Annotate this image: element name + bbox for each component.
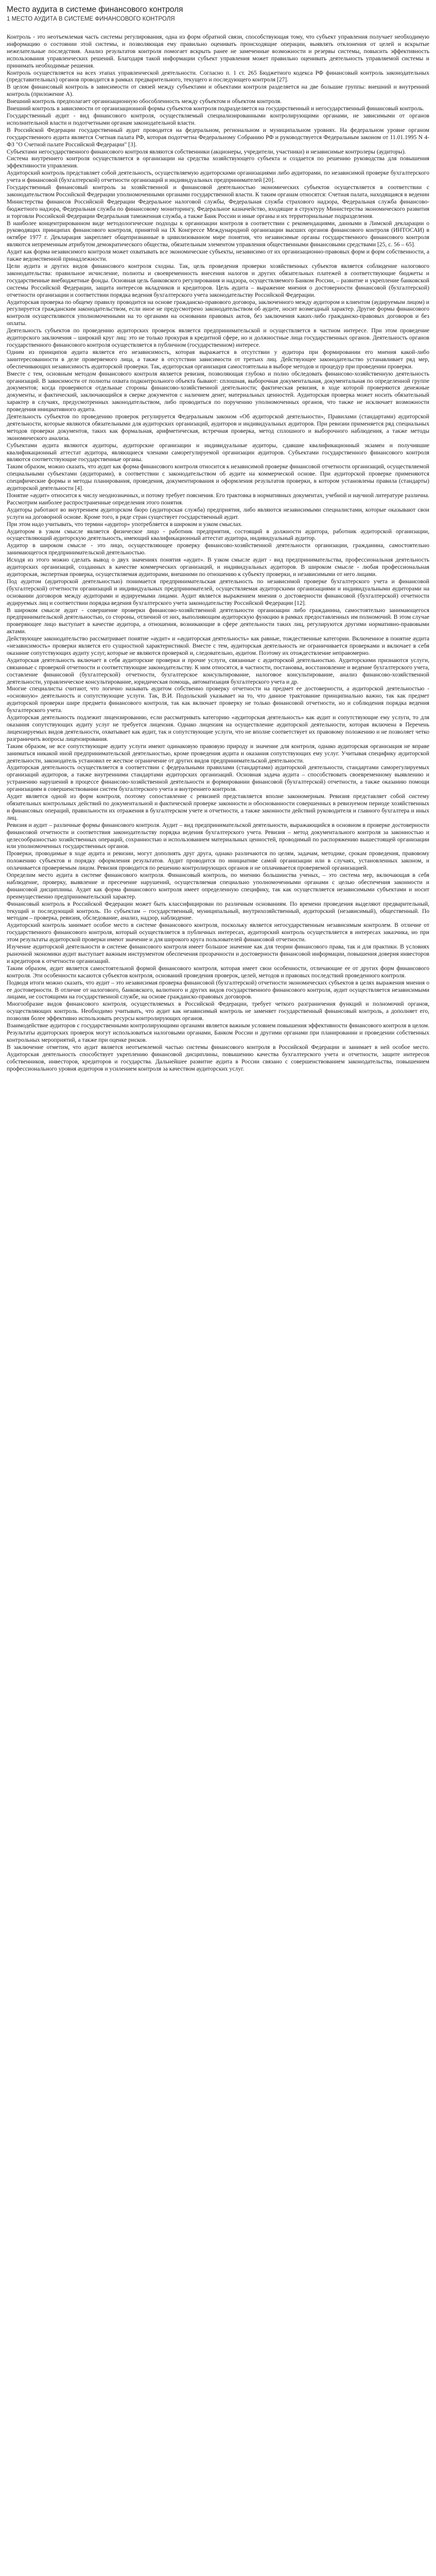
body-paragraph: Исходя из этого можно сделать вывод о двух значениях понятия «аудит». В узком смысле аудит - вид предпринимательства, профессиональная деятельность аудиторских организаций, созданных в качестве коммерческих организаций, и индивидуальных аудиторов. В широком смысле - любая профессиональная аудиторская, экспертная проверка, осуществляемая аудиторами, внешними по отношению к субъекту проверки, и независимыми от него лицами. (7, 556, 429, 578)
body-paragraph: Субъектами аудита являются аудиторы, аудиторские организации и индивидуальные аудиторы, сдавшие квалификационный экзамен и получившие квалификационный аттестат аудитора, являющиеся членами саморегулируемой организации аудиторов. Субъектами государственного финансового контроля являются соответствующие государственные органы. (7, 442, 429, 463)
body-paragraph: Аудит как форма независимого контроля может охватывать все экономические субъекты, независимо от их организационно-правовых форм и форм собственности, а также ведомственной принадлежности. (7, 248, 429, 263)
body-paragraph: В целом финансовый контроль в зависимости от связей между субъектами и объектами контроля разделяется на две большие группы: внешний и внутренний контроль (приложение А). (7, 83, 429, 98)
body-paragraph: Аудиторский контроль занимает особое место в системе финансового контроля, поскольку является негосударственным независимым контролем. В отличие от государственного финансового контроля, который осуществляется в публичных интересах, аудиторский контроль осуществляется в интересах заказчика, но при этом результаты аудиторской проверки имеют значение и для широкого круга пользователей финансовой отчетности. (7, 922, 429, 943)
body-paragraph: Внешний контроль предполагает организационную обособленность между субъектом и объектом контроля. (7, 98, 282, 105)
body-paragraph: В наиболее концентрированном виде методологические подходы к организации контроля в соответствии с рекомендациями, данными в Лимской декларации о руководящих принципах финансового контроля, принятой на IX Конгрессе Международной организации высших органов финансового контроля (ИНТОСАИ) в октябре 1977 г. Декларация закрепляет общепризнанные в цивилизованном мире понятия, что независимые органы государственного финансового контроля являются непременным атрибутом демократического общества, обязательным элементом управления общественными финансовыми средствами [25, с. 56 – 65]. (7, 219, 429, 248)
body-paragraph: Контроль - это неотъемлемая часть системы регулирования, одна из форм обратной связи, способствующая тому, что субъект управления получает необходимую информацию о состоянии этой системы, и позволяющая ему правильно оценивать происходящие операции, выявлять отклонения от целей и вскрытые нежелательные последствия. Анализ результатов контроля помогает вскрыть ранее не замеченные возможности и резервы системы, повысить эффективность использования управленческих решений. Благодаря такой информации субъект управления может правильно оценивать деятельность управляемой системы и принимать необходимые решения. (7, 33, 429, 69)
body-paragraph: Аудиторская деятельность осуществляется в соответствии с федеральными правилами (стандартами) аудиторской деятельности, стандартами саморегулируемых организаций аудиторов, а также внутренними стандартами аудиторских организаций. Основная задача аудита – способствовать своевременному выявлению и устранению нарушений в процессе финансово-хозяйственной деятельности и формировании финансовой (бухгалтерской) отчетности, а также оказанию помощи организациям в совершенствовании систем бухгалтерского учета и внутреннего контроля. (7, 764, 429, 793)
body-paragraph: Понятие «аудит» относится к числу неоднозначных, и потому требует пояснения. Его трактовка в нормативных документах, учебной и научной литературе различна. Рассмотрим наиболее распространенные определения этого понятия. (7, 492, 429, 506)
body-paragraph: Подводя итоги можно сказать, что аудит – это независимая проверка финансовой (бухгалтерской) отчетности экономических субъектов в целях выражения мнения о ее достоверности. В отличие от налогового, банковского, валютного и других видов государственного финансового контроля, аудит осуществляется независимыми лицами, не состоящими на государственной службе, на основе гражданско-правовых договоров. (7, 979, 429, 1001)
body-paragraph: Внешний контроль в зависимости от организационной формы субъектов контроля подразделяется на государственный и негосударственный финансовый контроль. (7, 105, 425, 112)
body-paragraph: Одним из принципов аудита является его независимость, которая выражается в отсутствии у аудитора при формировании его мнения какой-либо заинтересованности в деле проверяемого лица, а также в отсутствии зависимости от третьих лиц. Действующее законодательство устанавливает ряд мер, обеспечивающих независимость аудиторской проверки. Так, аудиторская организация самостоятельна в выборе методов и процедур при проведении проверки. (7, 348, 429, 370)
body-paragraph: Вместе с тем, основным методом финансового контроля является ревизия, позволяющая глубоко и полно обследовать финансово-хозяйственную деятельность организаций. В зависимости от полноты охвата подконтрольного объекта бывают: сплошная, выборочная документальная, документальная по определенной группе документов; когда проверяются отдельные стороны финансово-хозяйственной деятельности; фактическая ревизия, в ходе которой проверяются денежные документы, и фактический, заключающийся в сверке документов с наличием денег, материальных ценностей. Аудиторская проверка может носить обязательный характер в случаях, предусмотренных законодательством, либо проводиться по поручению уполномоченных органов, что также не исключает возможности проведения инициативного аудита. (7, 370, 429, 413)
body-paragraph: Финансовый контроль в Российской Федерации может быть классифицирован по различным основаниям. По времени проведения выделяют предварительный, текущий и последующий контроль. По субъектам – государственный, муниципальный, внутрихозяйственный, аудиторский (независимый), общественный. По методам – проверка, ревизия, обследование, анализ, надзор, наблюдение. (7, 900, 429, 922)
body-paragraph: Государственный финансовый контроль за хозяйственной и финансовой деятельностью экономических субъектов осуществляется в соответствии с законодательством Российской Федерации уполномоченными органами государственной власти. К таким органам относятся: Счетная палата, находящаяся в ведении Министерства финансов Российской Федерации Федеральное налоговой службы, Федеральная служба страхового надзора, Федеральная служба финансово-бюджетного надзора, Федеральная служба по финансовому мониторингу, Федеральное казначейство, входящие в структуру Министерства экономического развития и торговли Российской Федерации Федеральная таможенная служба, а также Банк России и иные органы и их территориальные подразделения. (7, 184, 429, 219)
section-heading: 1 МЕСТО АУДИТА В СИСТЕМЕ ФИНАНСОВОГО КОНТРОЛЯ (7, 16, 175, 22)
body-paragraph: Аудиторская деятельность подлежит лицензированию, если рассматривать категорию «аудиторская деятельность» как аудит и сопутствующие ему услуги, то для оказания сопутствующих аудиту услуг не требуется лицензия. Однако лицензия на осуществление аудиторской деятельности, которая включена в Перечень лицензируемых видов деятельности, охватывает как аудит, так и сопутствующие услуги, что не вполне соответствует их правовому положению и не позволяет четко разграничить вопросы лицензирования. (7, 714, 429, 742)
body-paragraph: Под аудитом (аудиторской деятельностью) понимается предпринимательская деятельность по независимой проверке бухгалтерского учета и финансовой (бухгалтерской) отчетности организаций и индивидуальных предпринимателей, осуществляемая аудиторскими организациями и индивидуальными аудиторами на основании договоров между аудиторами и аудируемыми лицами. Аудит является выражением мнения о достоверности финансовой (бухгалтерской) отчетности аудируемых лиц и соответствии порядка ведения бухгалтерского учета законодательству Российской Федерации [12]. (7, 578, 429, 606)
body-paragraph: Проверки, проводимые в ходе аудита и ревизии, могут дополнять друг друга, однако различаются по целям, задачам, методике, срокам проведения, правовому положению субъектов и порядку оформления результатов. Аудит проводится по инициативе самой организации или в случаях, установленных законом, и оплачивается проверяемым лицом. Ревизия проводится по решению контролирующих органов и не оплачивается проверяемой организацией. (7, 850, 429, 872)
body-paragraph: Таким образом, аудит является самостоятельной формой финансового контроля, которая имеет свои особенности, отличающие ее от других форм финансового контроля. Эти особенности касаются субъектов контроля, оснований проведения проверок, целей, методов и правовых последствий проведенного контроля. (7, 964, 429, 979)
document-body (7, 33, 429, 1072)
body-paragraph: Ревизия и аудит – различные формы финансового контроля. Аудит – вид предпринимательской деятельности, выражающийся в основном в проверке достоверности финансовой отчетности и соответствия законодательству порядка ведения бухгалтерского учета. Ревизия – метод документального контроля за законностью и целесообразностью хозяйственных операций, сохранностью и использованием материальных ценностей, проводимый по распоряжению вышестоящей организации или уполномоченных государственных органов. (7, 821, 429, 850)
body-paragraph: Деятельность субъектов по проведению аудиторских проверок является предпринимательской и осуществляется в частном интересе. При этом проведение аудиторского заключения – широкий круг лиц: это не только прокурая в кредитной сфере, но и должностные лица государственных органов. Деятельность органов государственного финансового контроля осуществляется в публичном (государственном) интересе. (7, 327, 429, 348)
body-paragraph: Аудитор в широком смысле - это лицо, осуществляющее проверку финансово-хозяйственной деятельности организации, гражданина, самостоятельно занимающегося предпринимательской деятельностью. (7, 542, 429, 556)
body-paragraph: Аудит является одной из форм контроля, поэтому сопоставление с ревизией представляется вполне закономерным. Ревизия представляет собой систему обязательных контрольных действий по документальной и фактической проверке законности и обоснованности совершенных в ревизуемом периоде хозяйственных и финансовых операций, правильности их отражения в бухгалтерском учете и отчетности, а также законности действий руководителя и главного бухгалтера и иных лиц. (7, 793, 429, 821)
body-paragraph: Многие специалисты считают, что логично называть аудитом собственно проверку отчетности на предмет ее достоверности, а аудиторской деятельностью - «основную» деятельность и сопутствующие услуги. Так, В.И. Подольский указывает на то, что данное трактование принципиально важно, так как предмет аудиторской проверки шире предмета финансового контроля, так как включает проверку не только финансовой отчетности, но и соблюдения порядка ведения бухгалтерского учета. (7, 685, 429, 714)
body-paragraph: Действующее законодательство рассматривает понятие «аудит» и «аудиторская деятельность» как равные, тождественные категории. Включенное в понятие аудита «независимость» проверки является его сущностной характеристикой. Вместе с тем, аудиторская деятельность не ограничивается проверками и включает в себя оказание сопутствующих аудиту услуг, которые не являются проверкой и, следовательно, аудитом. Поэтому их отождествление неправомерно. (7, 635, 429, 656)
body-paragraph: В Российской Федерации государственный аудит проводится на федеральном, региональном и муниципальном уровнях. На федеральном уровне органом государственного аудита является Счетная палата РФ, которая подотчетна Федеральному Собранию РФ и руководствуется Федеральным законом от 11.01.1995 N 4-ФЗ "О Счетной палате Российской Федерации" [3]. (7, 126, 429, 148)
body-paragraph: Изучение аудиторской деятельности в системе финансового контроля имеет большое значение как для теории финансового права, так и для практики. В условиях рыночной экономики аудит выступает важным инструментом обеспечения прозрачности и достоверности финансовой информации, повышения доверия инвесторов и кредиторов к отчетности организаций. (7, 943, 429, 964)
body-paragraph: Деятельность субъектов по проведению проверок регулируется Федеральным законом «Об аудиторской деятельности», Правилами (стандартами) аудиторской деятельности, которые являются обязательными для аудиторских организаций, аудиторов и индивидуальных аудиторов. При ревизии применяется ряд специальных методов проверки документов, таких как формальная, арифметическая, встречная проверка, метод сплошного и выборочного наблюдения, а также методы экономического анализа. (7, 413, 429, 442)
body-paragraph: Цели аудита и других видов финансового контроля сходны. Так, цель проведения проверки хозяйственных субъектов является соблюдение налогового законодательства: правильное исчисление, полноты и своевременность внесения налогов и других обязательных платежей в соответствующие бюджеты и государственные внебюджетные фонды. Основная цель банковского регулирования и надзора, осуществляемого Банком России, – развитие и укрепление банковской системы Российской Федерации, защита интересов вкладчиков и кредиторов. Цель аудита – выражение мнения о достоверности финансовой (бухгалтерской) отчетности организации и соответствии порядка ведения бухгалтерского учета законодательству Российской Федерации. (7, 263, 429, 298)
body-paragraph: Аудиторская деятельность включает в себя аудиторские проверки и прочие услуги, связанные с аудиторской деятельностью. Аудиторскими признаются услуги, связанные с проверкой отчетности и соответствующие законодательству. К ним относятся, в частности, постановка, восстановление и ведение бухгалтерского учета, составление финансовой (бухгалтерской) отчетности, бухгалтерское консультирование, налоговое консультирование, анализ финансово-хозяйственной деятельности, управленческое консультирование, юридическая помощь, автоматизация бухгалтерского учета и др. (7, 656, 429, 685)
body-paragraph: Аудиторская проверка по общему правилу проводится на основе гражданско-правового договора, заключенного между аудитором и клиентом (аудируемым лицом) и регулируется гражданским законодательством, если иное не предусмотрено законодательством об аудите, носит возмездный характер. Другие формы финансового контроля осуществляются уполномоченными на то органами на основании правовых актов, без заключения каких-либо гражданско-правовых договоров и без оплаты. (7, 298, 429, 327)
body-paragraph: Государственный аудит - вид финансового контроля, осуществляемый специализированными контролирующими органами, не зависимыми от органов исполнительной власти и подотчетными органам законодательной власти. (7, 112, 429, 126)
body-paragraph: Таким образом, можно сказать, что аудит как форма финансового контроля относится к независимой проверке финансовой отчетности организаций, осуществляемой специальными субъектами (аудиторами), в соответствии с законодательством об аудите на коммерческой основе. При аудиторской проверке применяются специфические формы и методы планирования, проведения, документирования и оформления результатов проверки, в котором установлены правила (стандарты) аудиторской деятельности [4]. (7, 463, 429, 492)
body-paragraph: При этом надо учитывать, что термин «аудитор» употребляется в широком и узком смыслах. (7, 520, 243, 528)
body-paragraph: Система внутреннего контроля осуществляется в организации на средства хозяйствующего субъекта и создается по решению руководства для повышения эффективности управления. (7, 155, 429, 170)
document-title: Место аудита в системе финансового контроля (7, 5, 183, 14)
body-paragraph: Взаимодействие аудиторов с государственными контролирующими органами является важным условием повышения эффективности финансового контроля в целом. Результаты аудиторских проверок могут использоваться налоговыми органами, Банком России и другими органами при планировании и проведении собственных контрольных мероприятий, а также при оценке рисков. (7, 1022, 429, 1043)
body-paragraph: Аудиторский контроль представляет собой деятельность, осуществляемую аудиторскими организациями либо аудиторами, по независимой проверке бухгалтерского учета и финансовой (бухгалтерской) отчетности организаций и индивидуальных предпринимателей [20]. (7, 170, 429, 184)
body-paragraph: Контроль осуществляется на всех этапах управленческой деятельности. Согласно п. 1 ст. 265 Бюджетного кодекса РФ финансовый контроль законодательных (представительных) органов проводится в рамках предварительного, текущего и последующего контроля [27]. (7, 69, 429, 83)
body-paragraph: Многообразие видов финансового контроля, осуществляемых в Российской Федерации, требует четкого разграничения функций и полномочий органов, осуществляющих контроль. Необходимо учитывать, что аудит как независимый контроль не заменяет государственный финансовый контроль, а дополняет его, позволяя более эффективно использовать ресурсы контролирующих органов. (7, 1001, 429, 1022)
body-paragraph: Таким образом, не все сопутствующие аудиту услуги имеют одинаковую правовую природу и значение для контроля, однако аудиторская организация не вправе заниматься никакой иной предпринимательской деятельностью, кроме проведения аудита и оказания сопутствующих ему услуг. Учитывая специфику аудиторской деятельности, законодатель установил ее жесткое ограничение от других видов предпринимательской деятельности. (7, 742, 429, 764)
body-paragraph: В широком смысле аудит - совершение проверки финансово-хозяйственной деятельности организации либо гражданина, самостоятельно занимающегося предпринимательской деятельностью, со стороны, отличной от них, выполняющим аудиторскую функцию в рамках предоставленных им полномочий. В этом случае проверяющее лицо выступает в качестве аудитора, а отношения, возникающие в сфере деятельности таких лиц, регулируются другими нормативно-правовыми актами. (7, 606, 429, 635)
body-paragraph: Аудитором в узком смысле является физическое лицо - работник предприятия, состоящий в должности аудитора, работник аудиторской организации, осуществляющий аудиторскую деятельность, имеющий квалификационный аттестат аудитора, индивидуальный аудитор. (7, 528, 429, 542)
body-paragraph: Субъектами негосударственного финансового контроля являются собственники (акционеры, учредители, участники) и независимые контролеры (аудиторы). (7, 148, 406, 155)
document-page (7, 0, 429, 1088)
body-paragraph: Аудиторы работают во внутреннем аудиторском бюро (аудиторская служба) предприятия, либо являются независимыми специалистами, которые оказывают свои услуги на договорной основе. Кроме того, в ряде стран существует государственный аудит. (7, 506, 429, 520)
body-paragraph: В заключение отметим, что аудит является неотъемлемой частью системы финансового контроля в Российской Федерации и занимает в ней особое место. Аудиторская деятельность способствует укреплению финансовой дисциплины, повышению качества бухгалтерского учета и отчетности, защите интересов собственников, инвесторов, кредиторов и государства. Дальнейшее развитие аудита в России связано с совершенствованием законодательства, повышением профессионального уровня аудиторов и усилением контроля за качеством аудиторских услуг. (7, 1043, 429, 1072)
body-paragraph: Определим место аудита в системе финансового контроля. Финансовый контроль, по мнению большинства ученых, – это система мер, включающая в себя наблюдение, проверку, выявление и пресечение нарушений, осуществляемая специально уполномоченными органами с целью обеспечения законности и финансовой дисциплины. Аудит как форма финансового контроля имеет определенную специфику, так как осуществляется независимыми субъектами и носит преимущественно предпринимательский характер. (7, 872, 429, 900)
